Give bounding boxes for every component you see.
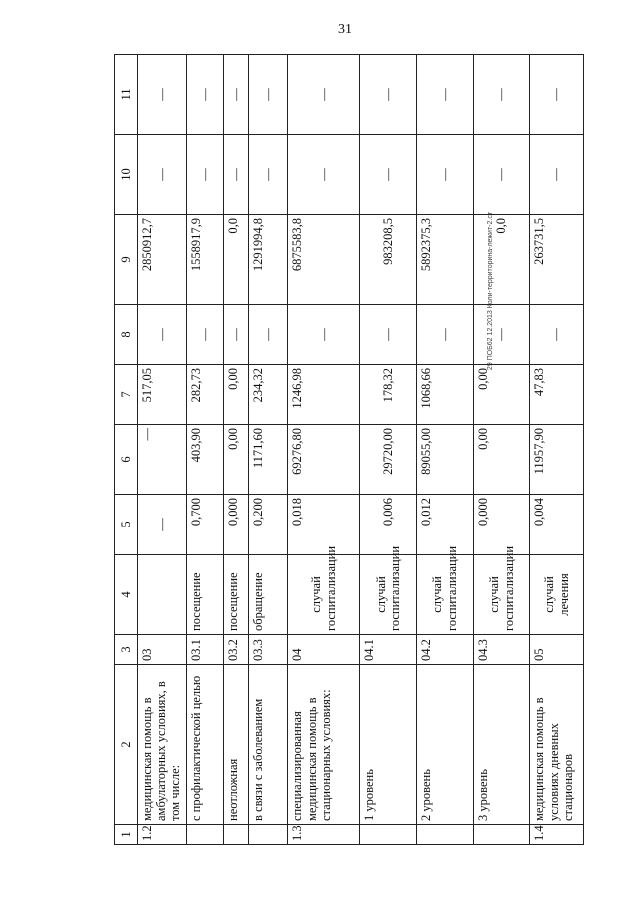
row-c8: —: [360, 305, 417, 365]
row-number: [187, 825, 224, 845]
row-c10: —: [187, 135, 224, 215]
row-number: 1.4: [530, 825, 584, 845]
row-c8: —: [224, 305, 249, 365]
row-code: 04.1: [360, 635, 417, 665]
row-code: 03: [137, 635, 187, 665]
header-cell: 1: [115, 825, 138, 845]
row-unit: посещение: [187, 555, 224, 635]
row-c6: 11957,90: [530, 425, 584, 495]
row-c8: —: [288, 305, 360, 365]
row-c6: 29720,00: [360, 425, 417, 495]
row-c10: —: [288, 135, 360, 215]
row-c11: —: [417, 55, 474, 135]
row-c10: —: [417, 135, 474, 215]
header-cell: 2: [115, 665, 138, 825]
table-row: [187, 55, 224, 845]
row-c8: —: [187, 305, 224, 365]
row-c6: 0,00: [473, 425, 530, 495]
header-cell: 9: [115, 215, 138, 305]
row-unit: обращение: [249, 555, 288, 635]
row-c6: 1171,60: [249, 425, 288, 495]
row-c10: —: [224, 135, 249, 215]
row-unit: случай лечения: [530, 555, 584, 635]
row-number: [473, 825, 530, 845]
row-code: 03.2: [224, 635, 249, 665]
header-cell: 3: [115, 635, 138, 665]
header-cell: 4: [115, 555, 138, 635]
row-c9: 5892375,3: [417, 215, 474, 305]
header-cell: 5: [115, 495, 138, 555]
table-row: [360, 55, 417, 845]
row-c8: —: [249, 305, 288, 365]
row-unit: случай госпитализации: [473, 555, 530, 635]
row-code: 03.3: [249, 635, 288, 665]
row-c10: —: [137, 135, 187, 215]
table-row: [288, 55, 360, 845]
side-note: 29 ПОБ62 12.2013 Коли-территорина-лежит-2.ст: [487, 211, 494, 371]
row-c8: —: [473, 305, 530, 365]
row-unit: посещение: [224, 555, 249, 635]
row-c5: —: [137, 495, 187, 555]
row-c10: —: [360, 135, 417, 215]
header-cell: 8: [115, 305, 138, 365]
row-name: 3 уровень: [473, 665, 530, 825]
medical-care-table: [114, 54, 584, 845]
row-c5: 0,000: [473, 495, 530, 555]
row-c10: —: [249, 135, 288, 215]
row-c5: 0,700: [187, 495, 224, 555]
row-c7: 517,05: [137, 365, 187, 425]
table-row: [249, 55, 288, 845]
row-c5: 0,018: [288, 495, 360, 555]
row-c11: —: [288, 55, 360, 135]
row-name: медицинская помощь в условиях дневных стационаров: [530, 665, 584, 825]
row-c8: —: [417, 305, 474, 365]
row-c8: —: [137, 305, 187, 365]
header-cell: 7: [115, 365, 138, 425]
row-c6: 403,90: [187, 425, 224, 495]
row-number: [224, 825, 249, 845]
row-c10: —: [530, 135, 584, 215]
table-row: [137, 55, 187, 845]
row-number: 1.2: [137, 825, 187, 845]
row-unit: случай госпитализации: [360, 555, 417, 635]
row-code: 04.2: [417, 635, 474, 665]
row-name: специализированная медицинская помощь в стационарных условиях:: [288, 665, 360, 825]
row-number: 1.3: [288, 825, 360, 845]
row-name: 2 уровень: [417, 665, 474, 825]
row-c11: —: [224, 55, 249, 135]
row-c6: 0,00: [224, 425, 249, 495]
row-name: 1 уровень: [360, 665, 417, 825]
row-c9: 0,0: [473, 215, 530, 305]
row-number: [417, 825, 474, 845]
row-c6: 89055,00: [417, 425, 474, 495]
row-c11: —: [530, 55, 584, 135]
row-name: медицинская помощь в амбулаторных условиях, в том числе:: [137, 665, 187, 825]
row-c9: 2850912,7: [137, 215, 187, 305]
page-number: 31: [338, 22, 352, 37]
row-code: 04: [288, 635, 360, 665]
row-c7: 178,32: [360, 365, 417, 425]
row-c5: 0,000: [224, 495, 249, 555]
table-row: [473, 55, 530, 845]
table-row: [530, 55, 584, 845]
row-c5: 0,004: [530, 495, 584, 555]
row-c6: —: [137, 425, 187, 495]
row-c9: 6875583,8: [288, 215, 360, 305]
row-c10: —: [473, 135, 530, 215]
row-unit: случай госпитализации: [288, 555, 360, 635]
row-code: 05: [530, 635, 584, 665]
header-cell: 6: [115, 425, 138, 495]
row-c7: 234,32: [249, 365, 288, 425]
header-cell: 11: [115, 55, 138, 135]
row-c11: —: [360, 55, 417, 135]
row-unit: [137, 555, 187, 635]
row-name: неотложная: [224, 665, 249, 825]
row-c11: —: [137, 55, 187, 135]
row-c11: —: [187, 55, 224, 135]
row-c7: 1246,98: [288, 365, 360, 425]
row-code: 03.1: [187, 635, 224, 665]
row-number: [249, 825, 288, 845]
row-c9: 983208,5: [360, 215, 417, 305]
row-c7: 1068,66: [417, 365, 474, 425]
row-name: в связи с заболеванием: [249, 665, 288, 825]
rotated-table-container: [114, 55, 584, 845]
row-number: [360, 825, 417, 845]
table-row: [224, 55, 249, 845]
row-c6: 69276,80: [288, 425, 360, 495]
row-c8: —: [530, 305, 584, 365]
row-c7: 0,00: [224, 365, 249, 425]
row-c9: 1558917,9: [187, 215, 224, 305]
row-c5: 0,006: [360, 495, 417, 555]
row-name: с профилактической целью: [187, 665, 224, 825]
row-c11: —: [249, 55, 288, 135]
row-c7: 282,73: [187, 365, 224, 425]
row-unit: случай госпитализации: [417, 555, 474, 635]
row-c5: 0,200: [249, 495, 288, 555]
header-cell: 10: [115, 135, 138, 215]
table-row: [417, 55, 474, 845]
row-c7: 0,00: [473, 365, 530, 425]
row-c5: 0,012: [417, 495, 474, 555]
row-c11: —: [473, 55, 530, 135]
row-c9: 1291994,8: [249, 215, 288, 305]
row-c9: 0,0: [224, 215, 249, 305]
row-c9: 263731,5: [530, 215, 584, 305]
row-c7: 47,83: [530, 365, 584, 425]
header-row: [115, 55, 138, 845]
row-code: 04.3: [473, 635, 530, 665]
